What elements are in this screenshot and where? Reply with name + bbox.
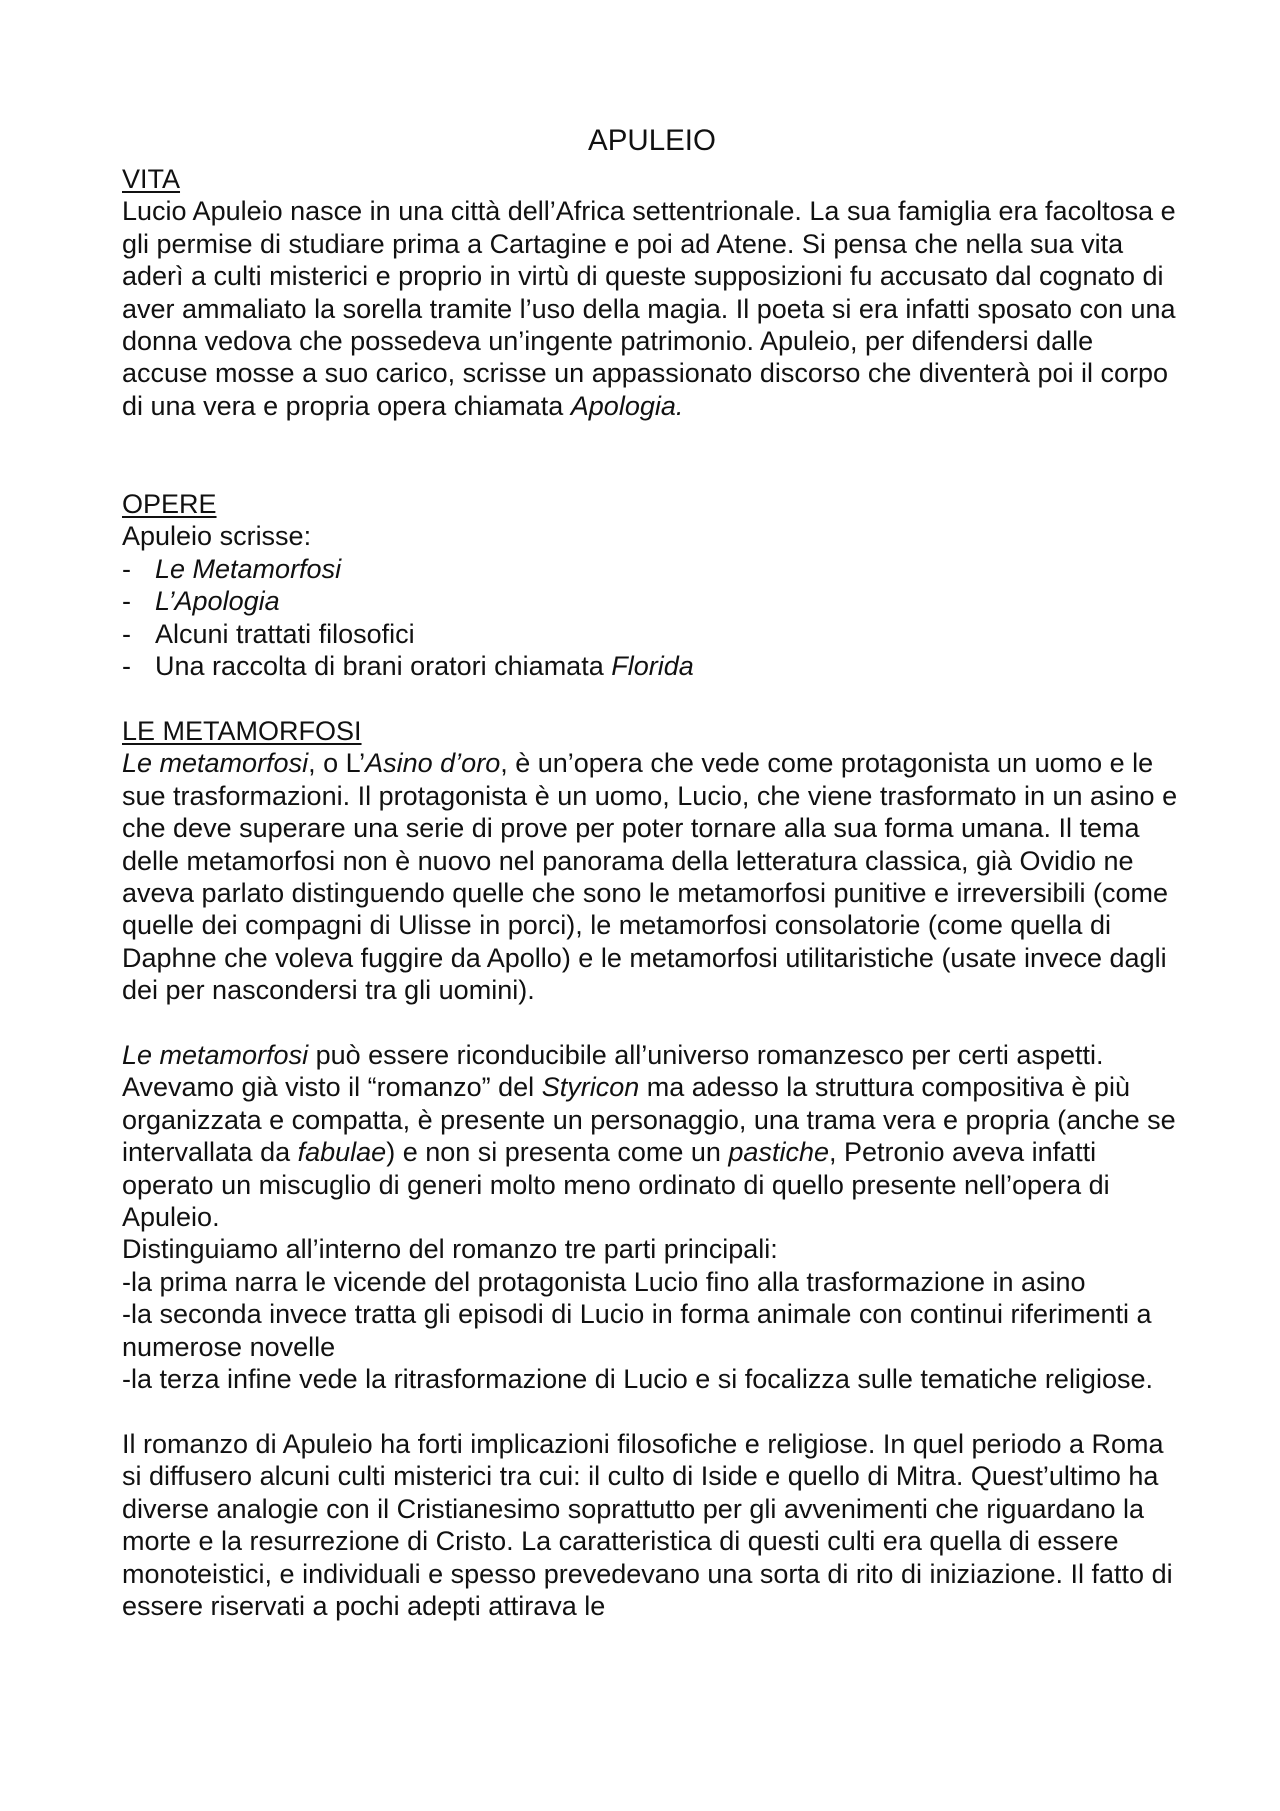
section-vita: [122, 163, 1182, 422]
list-item-text: L’Apologia: [155, 586, 280, 617]
paragraph-text: ) e non si presenta come un: [386, 1137, 729, 1168]
paragraph: [122, 1039, 1182, 1233]
paragraph-text: ma adesso la struttura compositiva è più organizzata e compatta, è presente un personaggio, una trama vera e propria (anche se intervallata da: [122, 1072, 1176, 1168]
italic-title: Florida: [611, 651, 694, 682]
italic-term: pastiche: [728, 1137, 829, 1168]
paragraph-text: , o L’: [308, 748, 366, 779]
list-item: -la prima narra le vicende del protagonista Lucio fino alla trasformazione in asino: [122, 1266, 1086, 1297]
list-item: [122, 650, 1182, 682]
italic-title: Le metamorfosi: [122, 748, 309, 779]
paragraph: [122, 195, 1182, 422]
list-item: -la seconda invece tratta gli episodi di Lucio in forma animale con continui riferimenti a numerose novelle: [122, 1299, 1152, 1362]
section-heading-vita: VITA: [122, 164, 181, 194]
dash-bullet: -: [122, 651, 131, 682]
paragraph-text: , Petronio aveva infatti operato un miscuglio di generi molto meno ordinato di quello presente nell’opera di Apuleio.: [122, 1137, 1110, 1233]
dash-bullet: -: [122, 553, 131, 584]
list-item-text: Le Metamorfosi: [155, 553, 342, 584]
italic-term: fabulae: [297, 1137, 387, 1168]
italic-title: Styricon: [541, 1072, 640, 1103]
paragraph: Il romanzo di Apuleio ha forti implicazioni filosofiche e religiose. In quel periodo a Roma si diffusero alcuni culti misterici tra cui: il culto di Iside e quello di Mitra. Quest’ultimo ha diverse analogie con il Cristianesimo soprattutto per gli avvenimenti che riguardano la morte e la resurrezione di Cristo. La caratteristica di questi culti era quella di essere monoteistici, e individuali e spesso prevedevano una sorta di rito di iniziazione. Il fatto di essere riservati a pochi adepti attirava le: [122, 1428, 1173, 1621]
section-heading-opere: OPERE: [122, 489, 217, 519]
paragraph-text: , è un’opera che vede come protagonista un uomo e le sue trasformazioni. Il protagonista è un uomo, Lucio, che viene trasformato in un asino e che deve superare una serie di prove per poter tornare alla sua forma umana. Il tema delle metamorfosi non è nuovo nel panorama della letteratura classica, già Ovidio ne aveva parlato distinguendo quelle che sono le metamorfosi punitive e irreversibili (come quelle dei compagni di Ulisse in porci), le metamorfosi consolatorie (come quella di Daphne che voleva fuggire da Apollo) e le metamorfosi utilitaristiche (usate invece dagli dei per nascondersi tra gli uomini).: [122, 748, 1178, 1006]
paragraph: Distinguiamo all’interno del romanzo tre parti principali:: [122, 1234, 778, 1265]
paragraph: [122, 747, 1182, 1006]
italic-title: Apologia.: [570, 390, 684, 421]
italic-title: Asino d’oro: [365, 748, 501, 779]
page-title: APULEIO: [588, 124, 716, 157]
list-item: [122, 585, 1182, 617]
section-heading-metamorfosi: LE METAMORFOSI: [122, 716, 362, 746]
paragraph-text: Lucio Apuleio nasce in una città dell’Africa settentrionale. La sua famiglia era facoltosa e gli permise di studiare prima a Cartagine e poi ad Atene. Si pensa che nella sua vita aderì a culti misterici e proprio in virtù di queste supposizioni fu accusato dal cognato di aver ammaliato la sorella tramite l’uso della magia. Il poeta si era infatti sposato con una donna vedova che possedeva un’ingente patrimonio. Apuleio, per difendersi dalle accuse mosse a suo carico, scrisse un appassionato discorso che diventerà poi il corpo di una vera e propria opera chiamata: [122, 196, 1176, 421]
dash-bullet: -: [122, 618, 131, 649]
italic-title: Le metamorfosi: [122, 1040, 309, 1071]
list-intro: Apuleio scrisse:: [122, 521, 312, 552]
list-item-text: [155, 650, 694, 682]
list-item-text-part: Una raccolta di brani oratori chiamata: [155, 651, 612, 682]
paragraph-gap: [122, 1007, 1182, 1039]
list-item: [122, 553, 1182, 585]
section-metamorfosi: [122, 715, 1182, 1622]
paragraph-text: può essere riconducibile all’universo romanzesco per certi aspetti. Avevamo già visto il “romanzo” del: [122, 1040, 1104, 1103]
section-opere: [122, 488, 1182, 682]
dash-bullet: -: [122, 586, 131, 617]
list-item: [122, 618, 1182, 650]
list-item-text: Alcuni trattati filosofici: [155, 618, 415, 649]
paragraph-gap: [122, 1396, 1182, 1428]
list-item: -la terza infine vede la ritrasformazione di Lucio e si focalizza sulle tematiche religiose.: [122, 1364, 1153, 1395]
